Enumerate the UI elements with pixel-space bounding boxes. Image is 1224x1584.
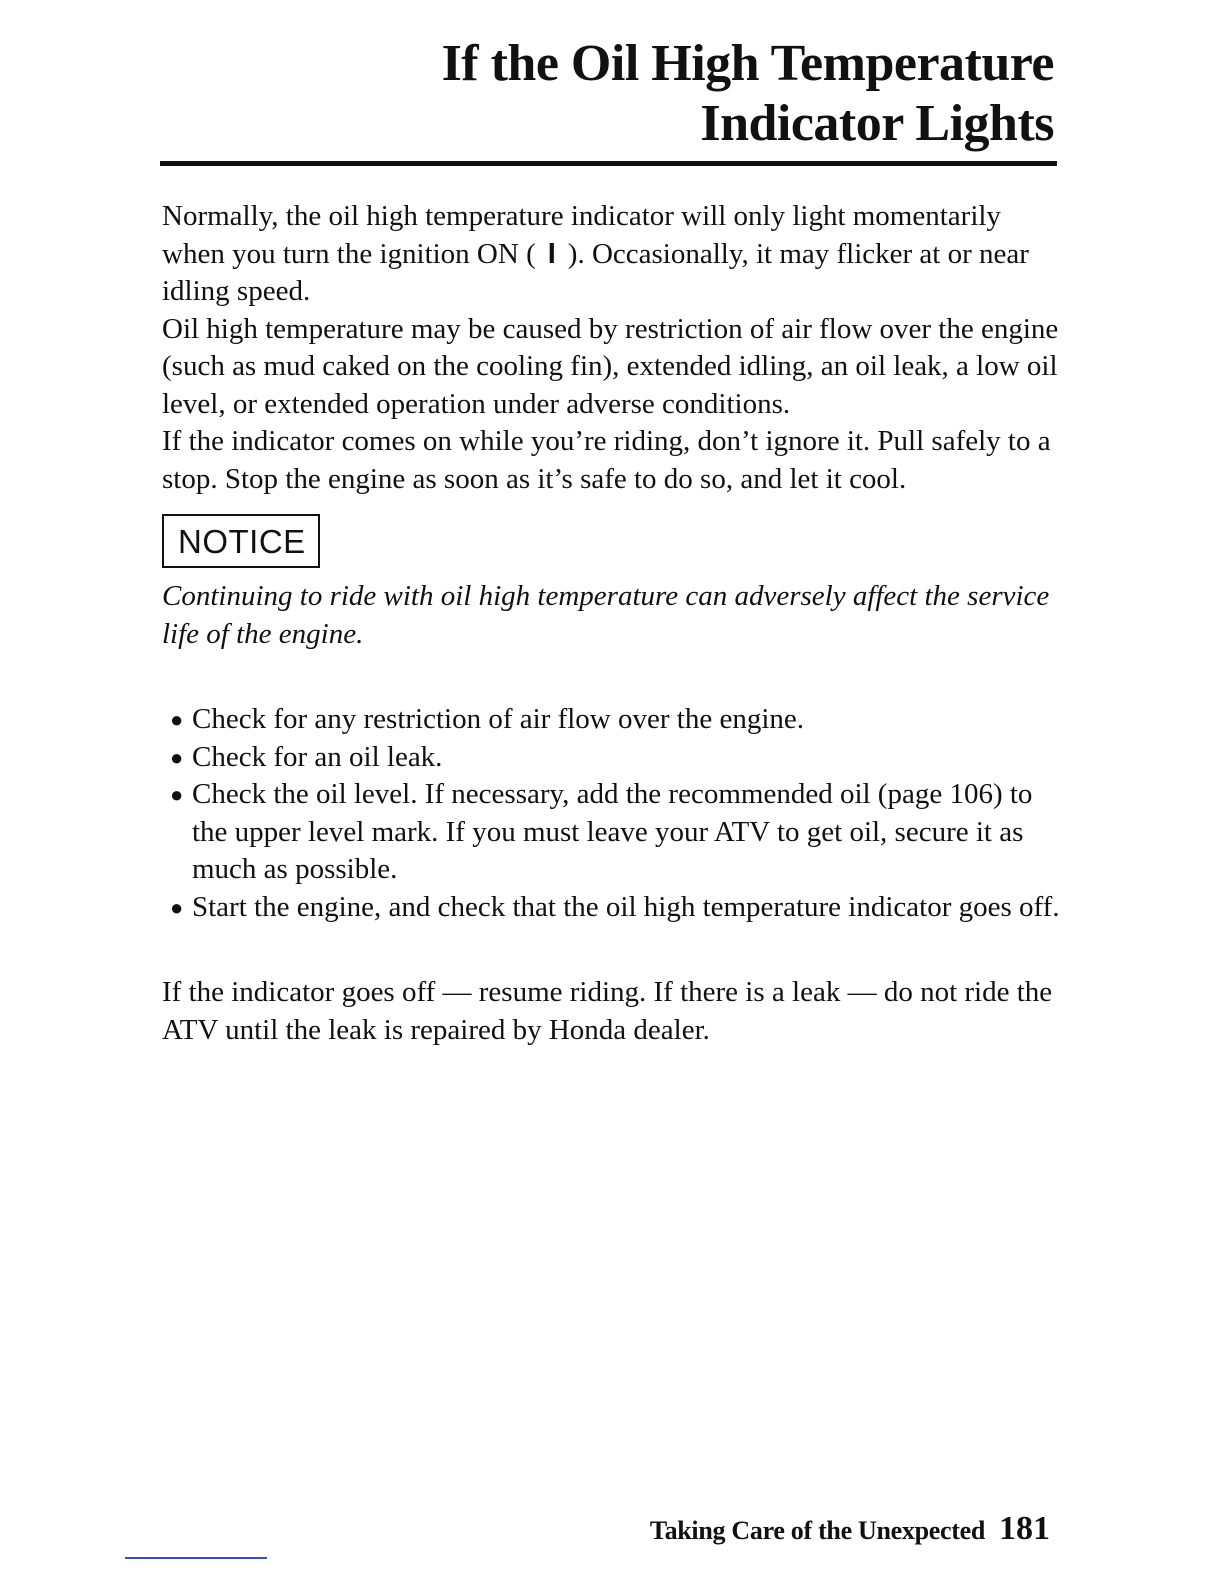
intro-paragraph-2: Oil high temperature may be caused by restriction of air flow over the engine (such as mud caked on the cooling fin), extended idling, an oil leak, a low oil level, or extended operation under adverse conditions. [162,312,1059,420]
page-footer [650,1510,1050,1548]
list-item [162,776,1062,889]
intro-paragraph-1 [162,198,1062,311]
list-item [162,739,1062,777]
ignition-on-symbol-icon: I [547,237,556,270]
list-item-text: Check for any restriction of air flow over the engine. [192,703,805,735]
bullet-icon: ● [170,782,184,807]
list-item [162,701,1062,739]
list-item-text: Start the engine, and check that the oil high temperature indicator goes off. [192,890,1060,923]
bullet-icon: ● [170,744,184,770]
intro-text-after-symbol: ). Occasionally, it may flicker at or near idling speed. [162,237,1029,307]
list-item-text: Check for an oil leak. [192,740,443,773]
closing-paragraph: If the indicator goes off — resume riding. If there is a leak — do not ride the ATV until the leak is repaired by Honda dealer. [162,976,1053,1046]
page-title [442,34,1054,154]
intro-paragraph-3: If the indicator comes on while you’re riding, don’t ignore it. Pull safely to a stop. Stop the engine as soon as it’s safe to do so, and let it cool. [162,425,1051,495]
bottom-edge-mark [125,1557,267,1559]
list-item [162,889,1062,927]
bullet-icon: ● [170,894,184,920]
notice-text: Continuing to ride with oil high temperature can adversely affect the service life of the engine. [162,580,1050,650]
page-content [162,198,1062,1049]
page-number: 181 [999,1510,1050,1547]
footer-section-title: Taking Care of the Unexpected [649,1516,985,1545]
notice-label: NOTICE [162,514,320,568]
intro-text-before-symbol: Normally, the oil high temperature indicator will only light momentarily when you turn the ignition ON ( [162,200,1001,270]
bullet-icon: ● [170,707,184,732]
page-title-line-1: If the Oil High Temperature [441,35,1054,92]
list-item-text: Check the oil level. If necessary, add the recommended oil (page 106) to the upper level mark. If you must leave your ATV to get oil, secure it as much as possible. [192,778,1033,885]
steps-list [162,701,1062,926]
title-rule [160,161,1057,166]
page-title-line-2: Indicator Lights [700,95,1054,152]
notice-label-wrap [162,514,1062,570]
